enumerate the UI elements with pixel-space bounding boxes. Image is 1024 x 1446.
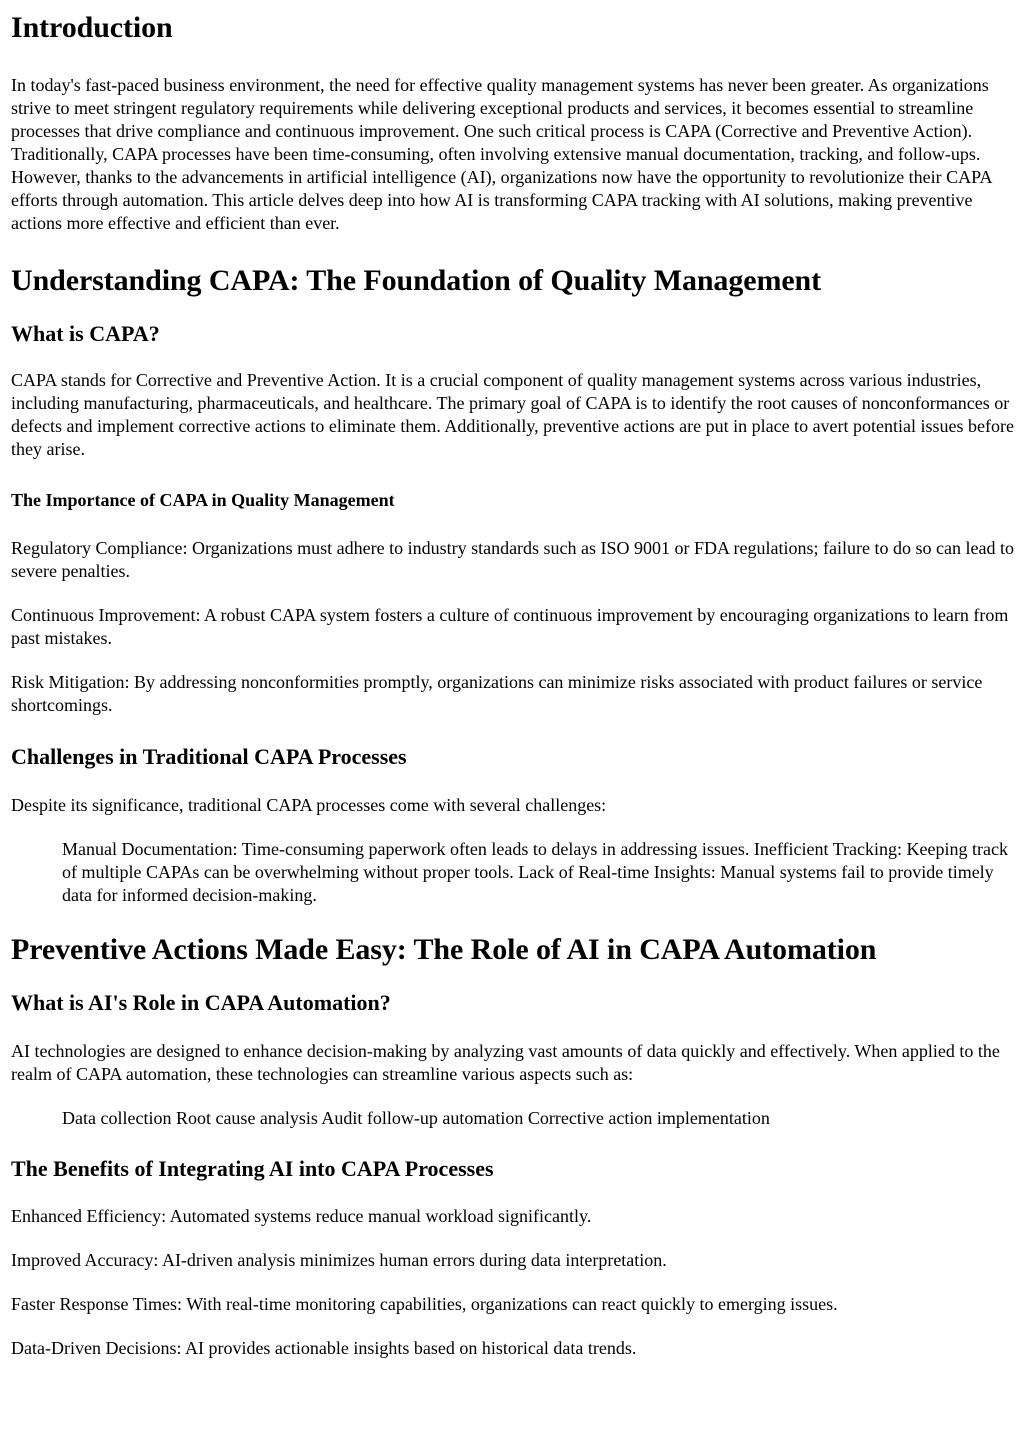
paragraph-improved-accuracy: Improved Accuracy: AI-driven analysis minimizes human errors during data interpretation. xyxy=(11,1250,667,1270)
paragraph-what-is-capa: CAPA stands for Corrective and Preventive Action. It is a crucial component of quality management systems across various industries, including manufacturing, pharmaceuticals, and healthcare. The primary goal of CAPA is to identify the root causes of nonconformances or defects and implement corrective actions to eliminate them. Additionally, preventive actions are put in place to avert potential issues before they arise. xyxy=(11,370,1014,459)
heading-introduction: Introduction xyxy=(11,11,173,44)
heading-ai-role: What is AI's Role in CAPA Automation? xyxy=(11,990,391,1015)
paragraph-introduction: In today's fast-paced business environment, the need for effective quality management systems has never been greater. As organizations strive to meet stringent regulatory requirements while delivering exceptional products and services, it becomes essential to streamline processes that drive compliance and continuous improvement. One such critical process is CAPA (Corrective and Preventive Action). Traditionally, CAPA processes have been time-consuming, often involving extensive manual documentation, tracking, and follow-ups. However, thanks to the advancements in artificial intelligence (AI), organizations now have the opportunity to revolutionize their CAPA efforts through automation. This article delves deep into how AI is transforming CAPA tracking with AI solutions, making preventive actions more effective and efficient than ever. xyxy=(11,75,992,233)
paragraph-challenges-intro: Despite its significance, traditional CAPA processes come with several challenges: xyxy=(11,795,607,815)
heading-importance-of-capa: The Importance of CAPA in Quality Management xyxy=(11,490,395,510)
paragraph-continuous-improvement: Continuous Improvement: A robust CAPA system fosters a culture of continuous improvement by encouraging organizations to learn from past mistakes. xyxy=(11,605,1009,648)
paragraph-regulatory-compliance: Regulatory Compliance: Organizations must adhere to industry standards such as ISO 9001 or FDA regulations; failure to do so can lead to severe penalties. xyxy=(11,538,1014,581)
paragraph-faster-response: Faster Response Times: With real-time monitoring capabilities, organizations can react quickly to emerging issues. xyxy=(11,1294,838,1314)
paragraph-enhanced-efficiency: Enhanced Efficiency: Automated systems reduce manual workload significantly. xyxy=(11,1206,592,1226)
paragraph-ai-role: AI technologies are designed to enhance decision-making by analyzing vast amounts of data quickly and effectively. When applied to the realm of CAPA automation, these technologies can streamline various aspects such as: xyxy=(11,1041,1000,1084)
list-ai-aspects: Data collection Root cause analysis Audit follow-up automation Corrective action implementation xyxy=(62,1108,770,1128)
list-challenges: Manual Documentation: Time-consuming paperwork often leads to delays in addressing issues. Inefficient Tracking: Keeping track of multiple CAPAs can be overwhelming without proper tools. Lack of Real-time Insights: Manual systems fail to provide timely data for informed decision-making. xyxy=(62,839,1008,905)
heading-challenges: Challenges in Traditional CAPA Processes xyxy=(11,744,407,769)
heading-benefits: The Benefits of Integrating AI into CAPA Processes xyxy=(11,1156,494,1181)
heading-preventive-actions: Preventive Actions Made Easy: The Role of AI in CAPA Automation xyxy=(11,933,877,966)
paragraph-data-driven: Data-Driven Decisions: AI provides actionable insights based on historical data trends. xyxy=(11,1338,637,1358)
heading-what-is-capa: What is CAPA? xyxy=(11,321,160,346)
heading-understanding-capa: Understanding CAPA: The Foundation of Quality Management xyxy=(11,264,822,297)
paragraph-risk-mitigation: Risk Mitigation: By addressing nonconformities promptly, organizations can minimize risks associated with product failures or service shortcomings. xyxy=(11,672,983,715)
